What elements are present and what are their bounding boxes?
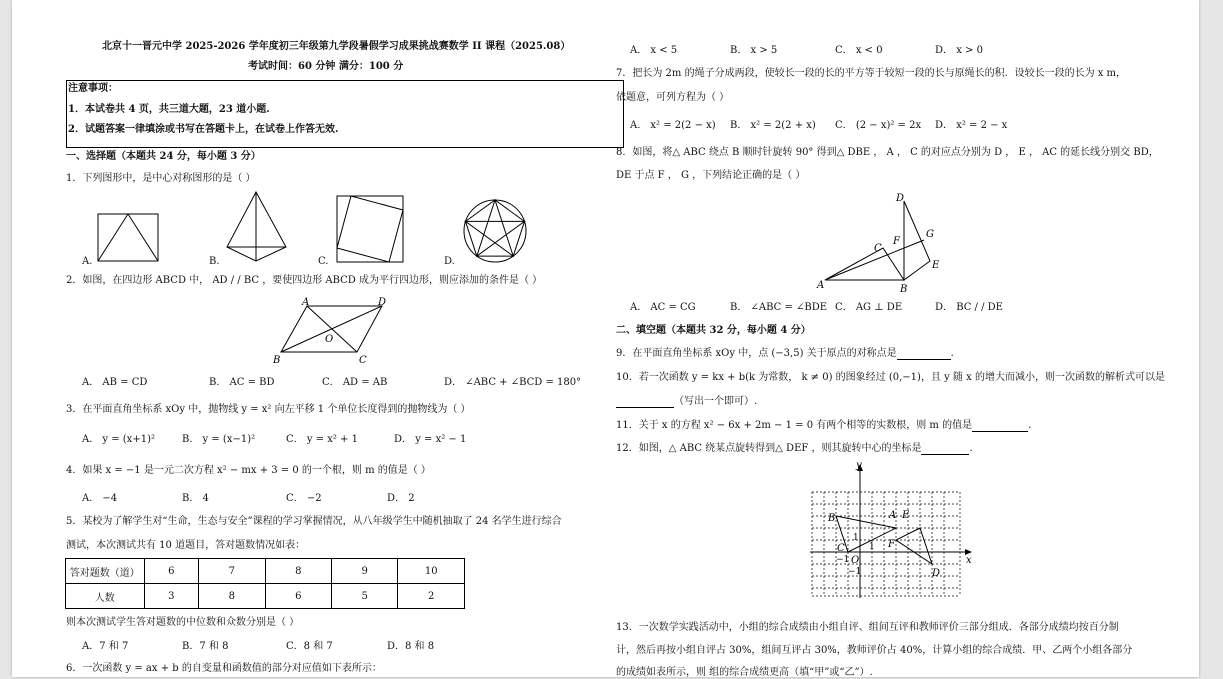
q3-option-b: B． y = (x−1)² (182, 434, 256, 445)
q5-option-b: B．7 和 8 (182, 641, 229, 652)
q10-answer-blank (616, 397, 674, 408)
q12-label-e: E (902, 510, 910, 521)
q5-cell: 9 (332, 559, 398, 584)
q12-tick-neg1-x: −1 (836, 555, 850, 565)
q5-table (65, 558, 465, 609)
q4-option-b: B． 4 (182, 493, 209, 504)
q12-label-f: F (888, 539, 895, 550)
q7-option-a: A． x² = 2(2 − x) (630, 120, 716, 131)
q8-option-a: A． AC = CG (630, 302, 696, 313)
q8-option-b: B． ∠ABC = ∠BDE (730, 302, 828, 313)
q5-cell: 5 (332, 584, 398, 609)
q12-label-c: C (837, 543, 845, 554)
q5-cell: 6 (144, 559, 199, 584)
q12-triangle-def (896, 528, 932, 564)
q4-option-c: C． −2 (286, 493, 322, 504)
q9-end: . (950, 348, 954, 359)
q13-line-2: 计，然后再按小组自评占 30%，组间互评占 30%，教师评价占 40%，计算小组的综合成绩．甲、乙两个小组各部分 (616, 645, 1133, 656)
exam-page (12, 0, 1199, 677)
q8-label-f: F (893, 236, 900, 247)
notice-heading: 注意事项： (68, 83, 118, 94)
q2-label-b: B (273, 355, 281, 366)
q11-end: . (1028, 420, 1032, 431)
q1-figure-b (224, 190, 290, 264)
q12-label-b: B (828, 513, 836, 524)
q11-answer-blank (972, 421, 1028, 432)
q2-label-a: A (302, 297, 310, 308)
q2-stem: 2．如图，在四边形 ABCD 中， AD / / BC ，要使四边形 ABCD 成为平行四边形，则应添加的条件是（ ） (66, 275, 543, 286)
q1-option-c: C. (318, 256, 329, 267)
q12-label-d: D (932, 568, 941, 579)
exam-title: 北京十一晋元中学 2025-2026 学年度初三年级第九学段暑假学习成果挑战赛数学 II 课程（2025.08） (102, 41, 571, 52)
q13-line-3: 的成绩如表所示，则 组的综合成绩更高（填“甲”或“乙”）. (616, 667, 873, 678)
q7-option-b: B． x² = 2(2 + x) (730, 120, 816, 131)
q12-tick-neg1-y: −1 (848, 567, 862, 577)
q6-option-a: A． x < 5 (630, 45, 678, 56)
q3-option-a: A． y = (x+1)² (82, 434, 155, 445)
q6-option-d: D． x > 0 (935, 45, 983, 56)
q1-option-a: A. (82, 256, 93, 267)
q5-cell: 8 (265, 559, 331, 584)
q2-option-b: B． AC = BD (209, 377, 275, 388)
q7-stem-line-1: 7．把长为 2m 的绳子分成两段，使较长一段的长的平方等于较短一段的长与原绳长的积．设较长一段的长为 x m， (616, 68, 1127, 79)
q1-stem: 1．下列图形中，是中心对称图形的是（ ） (66, 173, 256, 184)
q2-label-o: O (325, 334, 334, 345)
q8-option-c: C． AG ⊥ DE (835, 302, 903, 313)
q1-option-d: D. (444, 256, 455, 267)
q12-label-y: y (856, 460, 862, 471)
q5-cell: 7 (199, 559, 265, 584)
q8-label-d: D (896, 193, 905, 204)
q5-table-row-header (66, 559, 465, 584)
q12-tick-1-x: 1 (869, 542, 875, 552)
q10-hint: （写出一个即可）. (674, 396, 758, 407)
q5-table-row-count (66, 584, 465, 609)
q2-label-c: C (359, 355, 367, 366)
q2-figure (267, 294, 407, 368)
q8-figure (812, 188, 952, 294)
q9-answer-blank (897, 349, 951, 360)
q5-cell: 10 (398, 559, 465, 584)
q12-answer-blank (921, 444, 969, 455)
q5-after: 则本次测试学生答对题数的中位数和众数分别是（ ） (66, 617, 300, 628)
q4-option-a: A． −4 (82, 493, 118, 504)
q10-line-2 (616, 396, 757, 408)
q12-label-x: x (966, 555, 972, 566)
q3-option-d: D． y = x² − 1 (394, 434, 467, 445)
q12-label-o: O (851, 555, 860, 566)
section-2-title: 二、填空题（本题共 32 分，每小题 4 分） (616, 325, 811, 336)
q8-label-c: C (874, 243, 882, 254)
q10-stem: 10．若一次函数 y = kx + b(k 为常数， k ≠ 0) 的图象经过 (0,−1)，且 y 随 x 的增大而减小，则一次函数的解析式可以是 (616, 372, 1165, 383)
q5-cell: 答对题数（道） (66, 559, 145, 584)
q8-option-d: D． BC / / DE (935, 302, 1003, 313)
q2-option-d: D． ∠ABC + ∠BCD = 180° (444, 377, 582, 388)
q12-coordinate-grid (796, 458, 982, 604)
q6-option-c: C． x < 0 (835, 45, 883, 56)
q5-option-a: A．7 和 7 (82, 641, 129, 652)
q8-label-a: A (817, 280, 825, 291)
q7-option-c: C． (2 − x)² = 2x (835, 120, 922, 131)
q12-grid-lines (812, 492, 960, 596)
notice-line-2: 2．试题答案一律填涂或书写在答题卡上，在试卷上作答无效. (68, 124, 339, 135)
q6-stem: 6．一次函数 y = ax + b 的自变量和函数值的部分对应值如下表所示： (66, 663, 382, 674)
q5-stem-line-2: 测试，本次测试共有 10 道题目，答对题数情况如表： (66, 540, 306, 551)
q5-cell: 3 (144, 584, 199, 609)
q12-stem: 12．如图，△ ABC 绕某点旋转得到△ DEF ，则其旋转中心的坐标是 (616, 443, 922, 454)
q11-stem: 11．关于 x 的方程 x² − 6x + 2m − 1 = 0 有两个相等的实数根，则 m 的值是 (616, 420, 973, 431)
q5-option-d: D．8 和 8 (387, 641, 435, 652)
q4-stem: 4．如果 x = −1 是一元二次方程 x² − mx + 3 = 0 的一个根，则 m 的值是（ ） (66, 465, 431, 476)
notice-line-1: 1．本试卷共 4 页，共三道大题，23 道小题. (68, 104, 270, 115)
q2-option-c: C． AD = AB (322, 377, 388, 388)
q9-line (616, 348, 954, 360)
q5-cell: 人数 (66, 584, 145, 609)
q1-option-b: B. (209, 256, 220, 267)
q5-cell: 8 (199, 584, 265, 609)
q9-stem: 9．在平面直角坐标系 xOy 中，点 (−3,5) 关于原点的对称点是 (616, 348, 897, 359)
q7-stem-line-2: 依题意，可列方程为（ ） (616, 92, 730, 103)
exam-time-score: 考试时间：60 分钟 满分：100 分 (248, 61, 404, 72)
q13-line-1: 13．一次数学实践活动中，小组的综合成绩由小组自评、组间互评和教师评价三部分组成．各部分成绩均按百分制 (616, 622, 1119, 633)
q2-option-a: A． AB = CD (82, 377, 148, 388)
q5-stem-line-1: 5．某校为了解学生对“生命，生态与安全”课程的学习掌握情况，从八年级学生中随机抽取了 24 名学生进行综合 (66, 516, 562, 527)
q12-end: . (969, 443, 973, 454)
q4-option-d: D． 2 (387, 493, 415, 504)
q5-cell: 2 (398, 584, 465, 609)
q5-option-c: C．8 和 7 (286, 641, 333, 652)
q1-figure-a (96, 212, 162, 264)
q8-label-b: B (900, 284, 908, 294)
q8-label-g: G (926, 229, 934, 240)
section-1-title: 一、选择题（本题共 24 分，每小题 3 分） (66, 151, 261, 162)
q3-option-c: C． y = x² + 1 (286, 434, 358, 445)
q8-stem-line-2: DE 于点 F ， G ，下列结论正确的是（ ） (616, 170, 806, 181)
q3-stem: 3．在平面直角坐标系 xOy 中，抛物线 y = x² 向左平移 1 个单位长度得到的抛物线为（ ） (66, 404, 471, 415)
q6-option-b: B． x > 5 (730, 45, 778, 56)
q7-option-d: D． x² = 2 − x (935, 120, 1008, 131)
q5-cell: 6 (265, 584, 331, 609)
q12-line (616, 443, 973, 455)
q11-line (616, 420, 1031, 432)
q8-label-e: E (932, 260, 940, 271)
q1-figure-c (334, 193, 406, 265)
q2-label-d: D (378, 297, 387, 308)
q12-tick-1-y: 1 (853, 533, 859, 543)
q12-label-a: A (889, 510, 897, 521)
q12-triangle-abc (836, 516, 896, 552)
q8-stem-line-1: 8．如图，将△ ABC 绕点 B 顺时针旋转 90° 得到△ DBE ， A ， C 的对应点分别为 D ， E ， AC 的延长线分别交 BD， (616, 147, 1159, 158)
q1-figure-d (460, 196, 530, 264)
